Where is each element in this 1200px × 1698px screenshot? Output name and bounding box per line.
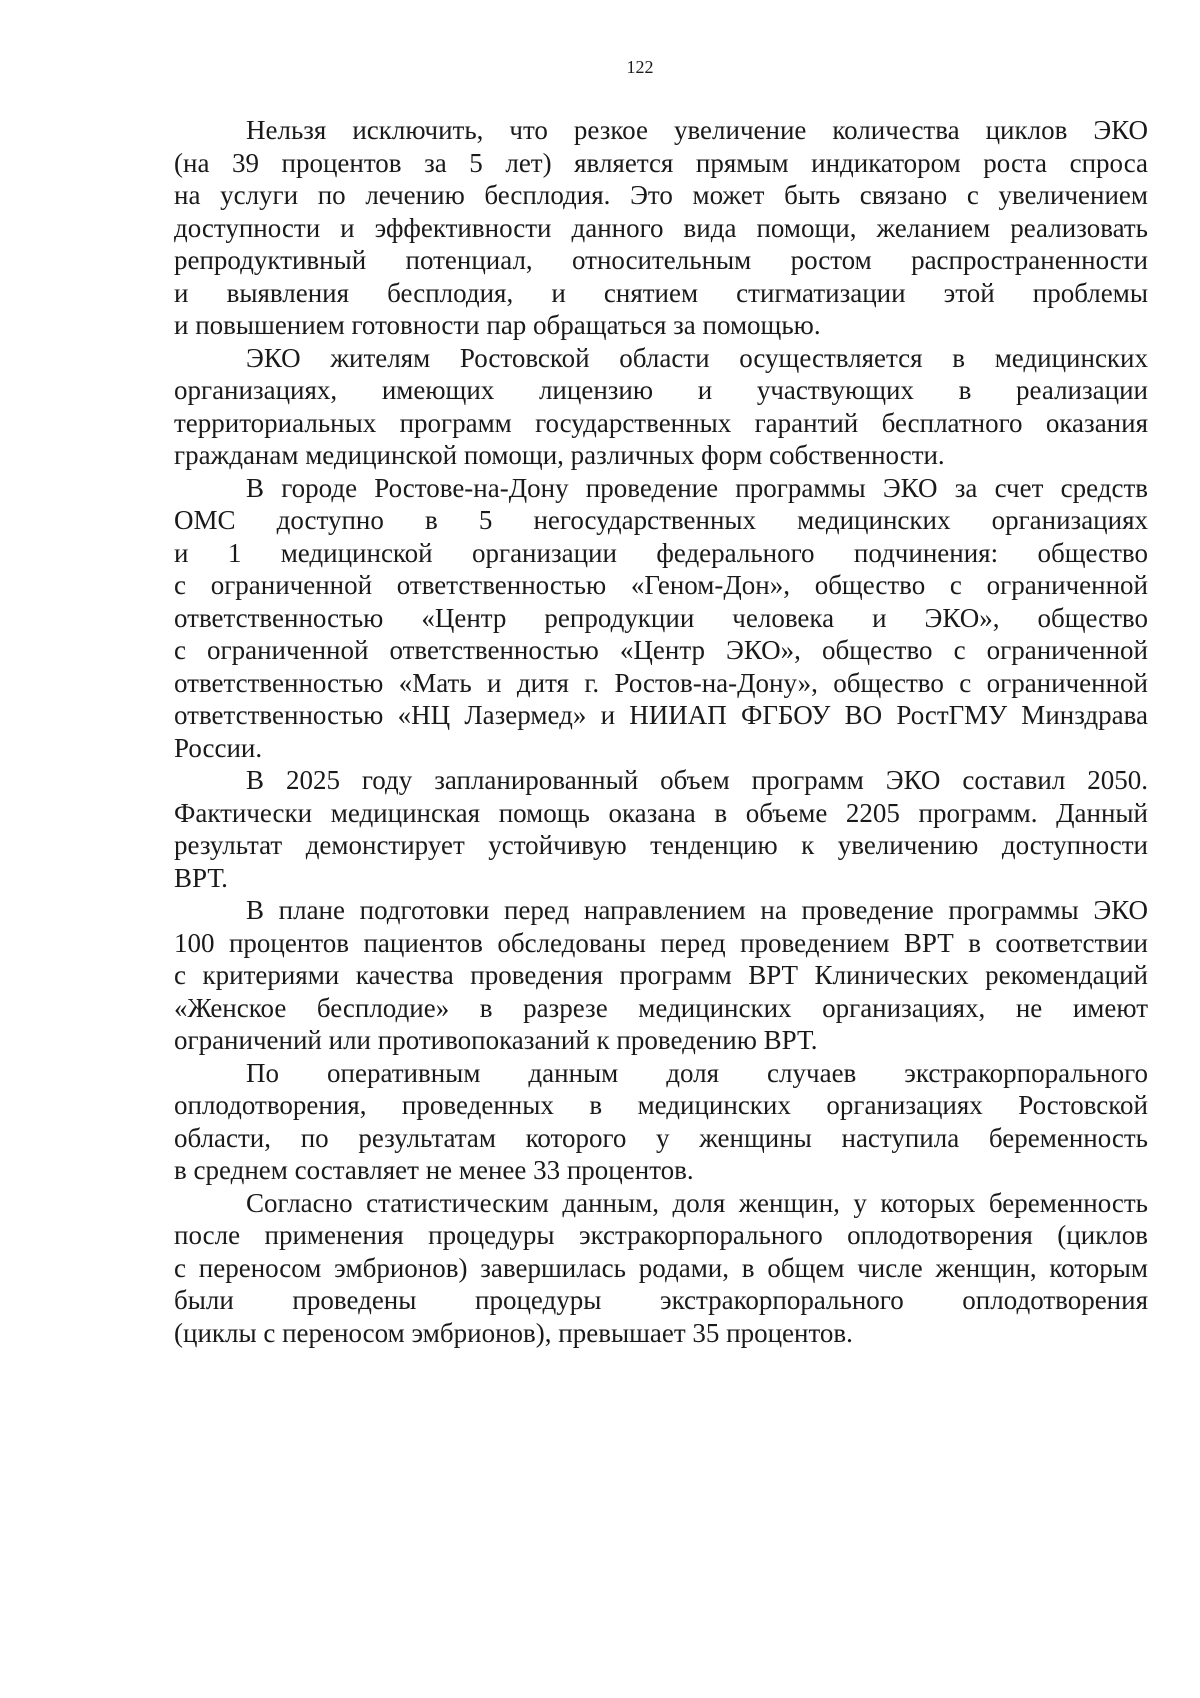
paragraph-line: ОМС доступно в 5 негосударственных медицинских организациях [174,505,1148,535]
paragraph-line: В плане подготовки перед направлением на проведение программы ЭКО [246,895,1148,925]
document-body [174,114,1148,1349]
paragraph-line: и повышением готовности пар обращаться за помощью. [174,310,821,340]
paragraph [174,472,1148,765]
page-number: 122 [626,57,654,77]
paragraph-line: ответственностью «Центр репродукции человека и ЭКО», общество [174,602,1148,633]
paragraph-line: ВРТ. [174,862,228,893]
paragraph-line: ответственностью «НЦ Лазермед» и НИИАП ФГБОУ ВО РостГМУ Минздрава [174,700,1148,730]
paragraph-line: в среднем составляет не менее 33 процентов. [174,1155,694,1185]
paragraph-line: с ограниченной ответственностью «Геном-Дон», общество с ограниченной [174,570,1148,600]
paragraph-line: с переносом эмбрионов) завершилась родами, в общем числе женщин, которым [174,1252,1148,1283]
paragraph-line: были проведены процедуры экстракорпорального оплодотворения [174,1285,1148,1315]
paragraph-line: В городе Ростове-на-Дону проведение программы ЭКО за счет средств [246,472,1148,503]
paragraph-line: Нельзя исключить, что резкое увеличение количества циклов ЭКО [246,115,1148,145]
paragraph-line: организациях, имеющих лицензию и участвующих в реализации [174,375,1148,405]
paragraph-line: (циклы с переносом эмбрионов), превышает 35 процентов. [174,1317,853,1348]
paragraph [174,342,1148,472]
paragraph [174,1187,1148,1350]
paragraph-line: после применения процедуры экстракорпорального оплодотворения (циклов [174,1220,1148,1250]
paragraph-line: с ограниченной ответственностью «Центр ЭКО», общество с ограниченной [174,635,1148,665]
paragraph-line: и 1 медицинской организации федерального подчинения: общество [174,537,1148,568]
paragraph-line: В 2025 году запланированный объем программ ЭКО составил 2050. [246,765,1148,795]
paragraph-line: репродуктивный потенциал, относительным ростом распространенности [174,245,1148,275]
paragraph-line: результат демонстирует устойчивую тенденцию к увеличению доступности [174,830,1148,860]
paragraph-line: ограничений или противопоказаний к проведению ВРТ. [174,1025,818,1055]
paragraph [174,114,1148,342]
paragraph-line: с критериями качества проведения программ ВРТ Клинических рекомендаций [174,960,1148,990]
paragraph-line: Фактически медицинская помощь оказана в объеме 2205 программ. Данный [174,797,1148,828]
paragraph-line: на услуги по лечению бесплодия. Это может быть связано с увеличением [174,180,1148,210]
paragraph-line: (на 39 процентов за 5 лет) является прямым индикатором роста спроса [174,147,1148,178]
paragraph-line: России. [174,732,263,763]
paragraph-line: территориальных программ государственных гарантий бесплатного оказания [174,407,1148,438]
paragraph-line: 100 процентов пациентов обследованы перед проведением ВРТ в соответствии [174,927,1148,958]
paragraph-line: ответственностью «Мать и дитя г. Ростов-на-Дону», общество с ограниченной [174,667,1148,698]
paragraph-line: и выявления бесплодия, и снятием стигматизации этой проблемы [174,277,1148,308]
paragraph [174,1057,1148,1187]
paragraph-line: области, по результатам которого у женщины наступила беременность [174,1122,1148,1153]
paragraph [174,894,1148,1057]
paragraph-line: По оперативным данным доля случаев экстракорпорального [246,1057,1148,1088]
paragraph [174,764,1148,894]
paragraph-line: гражданам медицинской помощи, различных форм собственности. [174,440,945,470]
paragraph-line: оплодотворения, проведенных в медицинских организациях Ростовской [174,1090,1148,1120]
paragraph-line: Согласно статистическим данным, доля женщин, у которых беременность [246,1187,1148,1218]
paragraph-line: доступности и эффективности данного вида помощи, желанием реализовать [174,212,1148,243]
paragraph-line: ЭКО жителям Ростовской области осуществляется в медицинских [246,342,1148,373]
paragraph-line: «Женское бесплодие» в разрезе медицинских организациях, не имеют [174,992,1148,1023]
